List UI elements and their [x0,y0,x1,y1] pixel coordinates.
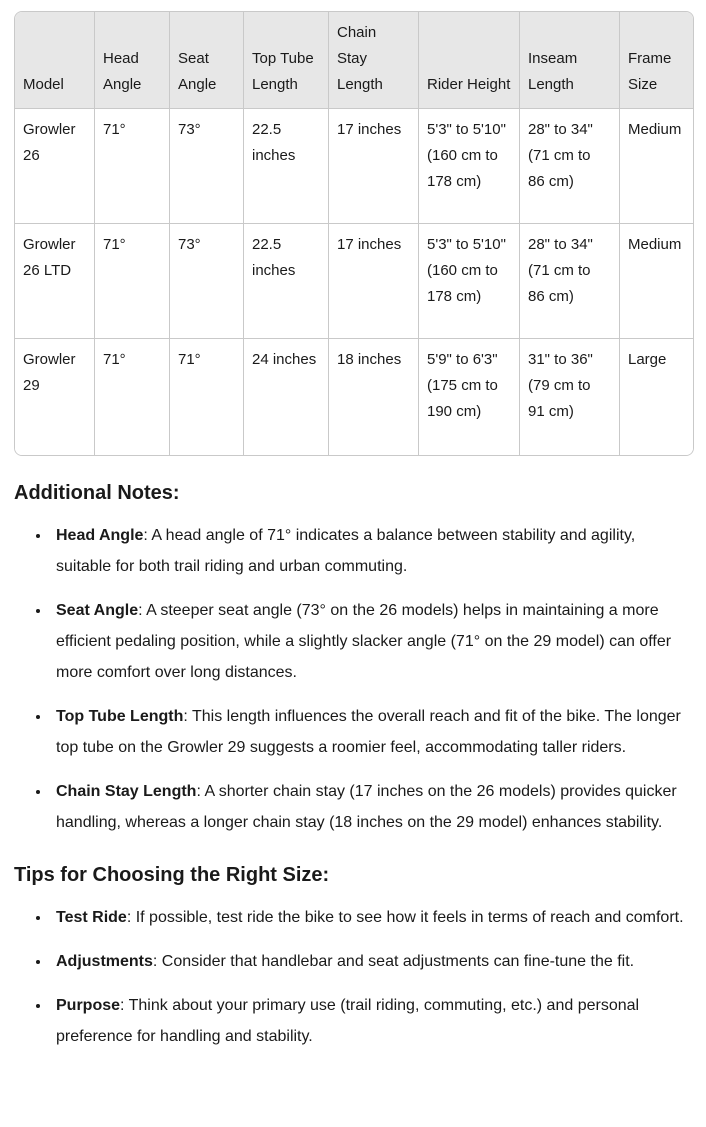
list-item-text: : A shorter chain stay (17 inches on the 26 models) provides quicker handling, whereas a longer chain stay (18 inches on the 29 model) enhances stability. [56,783,677,831]
column-header-frame-size: Frame Size [619,12,693,108]
table-cell: 73° [169,108,243,223]
list-item-term: Top Tube Length [56,708,184,725]
table-cell: 71° [169,338,243,455]
list-item-text: : A head angle of 71° indicates a balance between stability and agility, suitable for both trail riding and urban commuting. [56,527,636,575]
table-cell: 31" to 36" (79 cm to 91 cm) [519,338,619,455]
list-item-text: : This length influences the overall reach and fit of the bike. The longer top tube on the Growler 29 suggests a roomier feel, accommodating taller riders. [56,708,681,756]
table-cell: 73° [169,223,243,338]
table-row-growler-26 [15,108,693,223]
column-header-model: Model [15,12,94,108]
table-cell: 22.5 inches [243,108,328,223]
table-cell: 22.5 inches [243,223,328,338]
table-row-growler-26-ltd [15,223,693,338]
table-cell: Large [619,338,693,455]
table-row-growler-29 [15,338,693,455]
list-item-term: Chain Stay Length [56,783,197,800]
list-item-term: Purpose [56,997,121,1014]
list-item-text: : A steeper seat angle (73° on the 26 models) helps in maintaining a more efficient pedaling position, while a slightly slacker angle (71° on the 29 model) can offer more comfort over long distances. [56,602,672,681]
table-cell: 5'3" to 5'10" (160 cm to 178 cm) [418,223,519,338]
list-item-purpose [51,990,692,1052]
list-item-chain-stay-length [51,776,692,838]
list-item-text: : If possible, test ride the bike to see how it feels in terms of reach and comfort. [126,909,684,926]
table-header-row [15,12,693,108]
list-item-text: : Consider that handlebar and seat adjustments can fine-tune the fit. [152,953,635,970]
table-cell: 28" to 34" (71 cm to 86 cm) [519,223,619,338]
table-cell: Growler 29 [15,338,94,455]
bike-geometry-table [14,11,694,456]
table-cell: 17 inches [328,223,418,338]
column-header-inseam-length: Inseam Length [519,12,619,108]
column-header-rider-height: Rider Height [418,12,519,108]
list-item-term: Test Ride [56,909,127,926]
table-cell: 71° [94,338,169,455]
table-cell: 28" to 34" (71 cm to 86 cm) [519,108,619,223]
table-cell: 5'3" to 5'10" (160 cm to 178 cm) [418,108,519,223]
tips-list [14,902,692,1052]
table-cell: 18 inches [328,338,418,455]
list-item-term: Head Angle [56,527,144,544]
list-item-head-angle [51,520,692,582]
additional-notes-list [14,520,692,838]
list-item-top-tube-length [51,701,692,763]
column-header-top-tube-length: Top Tube Length [243,12,328,108]
table-cell: Medium [619,108,693,223]
list-item-term: Adjustments [56,953,153,970]
table-cell: 24 inches [243,338,328,455]
table-cell: 5'9" to 6'3" (175 cm to 190 cm) [418,338,519,455]
table-cell: 17 inches [328,108,418,223]
table-cell: Medium [619,223,693,338]
table-cell: Growler 26 [15,108,94,223]
column-header-seat-angle: Seat Angle [169,12,243,108]
column-header-head-angle: Head Angle [94,12,169,108]
list-item-seat-angle [51,595,692,688]
section-heading-tips: Tips for Choosing the Right Size: [14,864,330,886]
list-item-text: : Think about your primary use (trail riding, commuting, etc.) and personal preference for handling and stability. [56,997,640,1045]
list-item-adjustments [51,946,692,977]
table-cell: 71° [94,223,169,338]
column-header-chain-stay-length: Chain Stay Length [328,12,418,108]
table-cell: Growler 26 LTD [15,223,94,338]
list-item-term: Seat Angle [56,602,139,619]
table-cell: 71° [94,108,169,223]
section-heading-additional-notes: Additional Notes: [14,482,180,504]
list-item-test-ride [51,902,692,933]
